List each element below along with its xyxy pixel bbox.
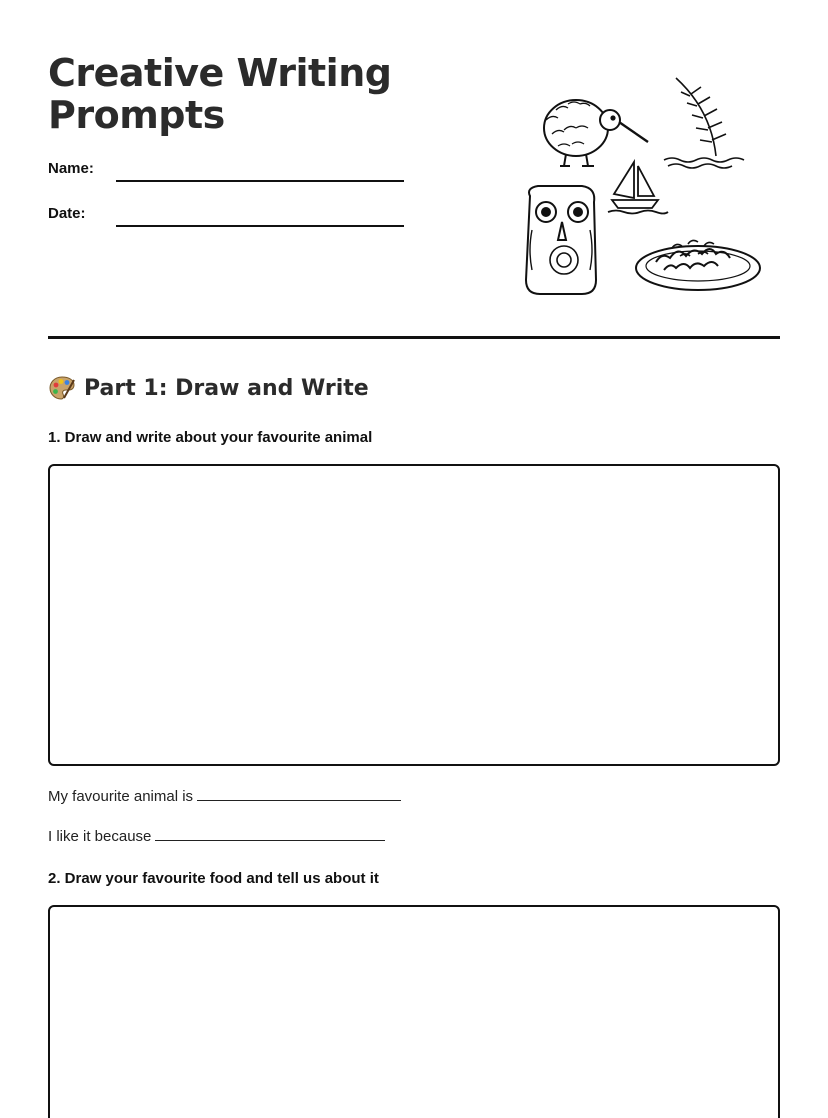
favourite-animal-blank[interactable] bbox=[197, 787, 401, 801]
date-label: Date: bbox=[48, 205, 86, 222]
carved-owl-icon bbox=[526, 186, 596, 294]
drawing-box-food[interactable] bbox=[48, 905, 780, 1118]
sentence-favourite-animal bbox=[48, 787, 401, 805]
part-heading bbox=[48, 374, 369, 402]
name-label: Name: bbox=[48, 160, 94, 177]
pasta-plate-icon bbox=[636, 240, 760, 290]
prompt-2: 2. Draw your favourite food and tell us about it bbox=[48, 870, 379, 887]
name-field[interactable] bbox=[116, 180, 404, 182]
part-heading-text: Part 1: Draw and Write bbox=[84, 375, 369, 401]
page-title: Creative Writing Prompts bbox=[48, 51, 392, 137]
palette-icon bbox=[48, 374, 76, 402]
sentence-favourite-animal-text: My favourite animal is bbox=[48, 788, 194, 805]
prompt-1: 1. Draw and write about your favourite animal bbox=[48, 429, 373, 446]
sentence-like-because-text: I like it because bbox=[48, 828, 152, 845]
drawing-box-animal[interactable] bbox=[48, 464, 780, 766]
sailboat-icon bbox=[608, 162, 668, 214]
header-divider bbox=[48, 336, 780, 339]
header-illustration bbox=[516, 70, 766, 302]
date-field[interactable] bbox=[116, 225, 404, 227]
sentence-like-because bbox=[48, 827, 385, 845]
kiwi-bird-icon bbox=[544, 100, 648, 166]
fern-icon bbox=[664, 78, 744, 168]
like-because-blank[interactable] bbox=[155, 827, 385, 841]
